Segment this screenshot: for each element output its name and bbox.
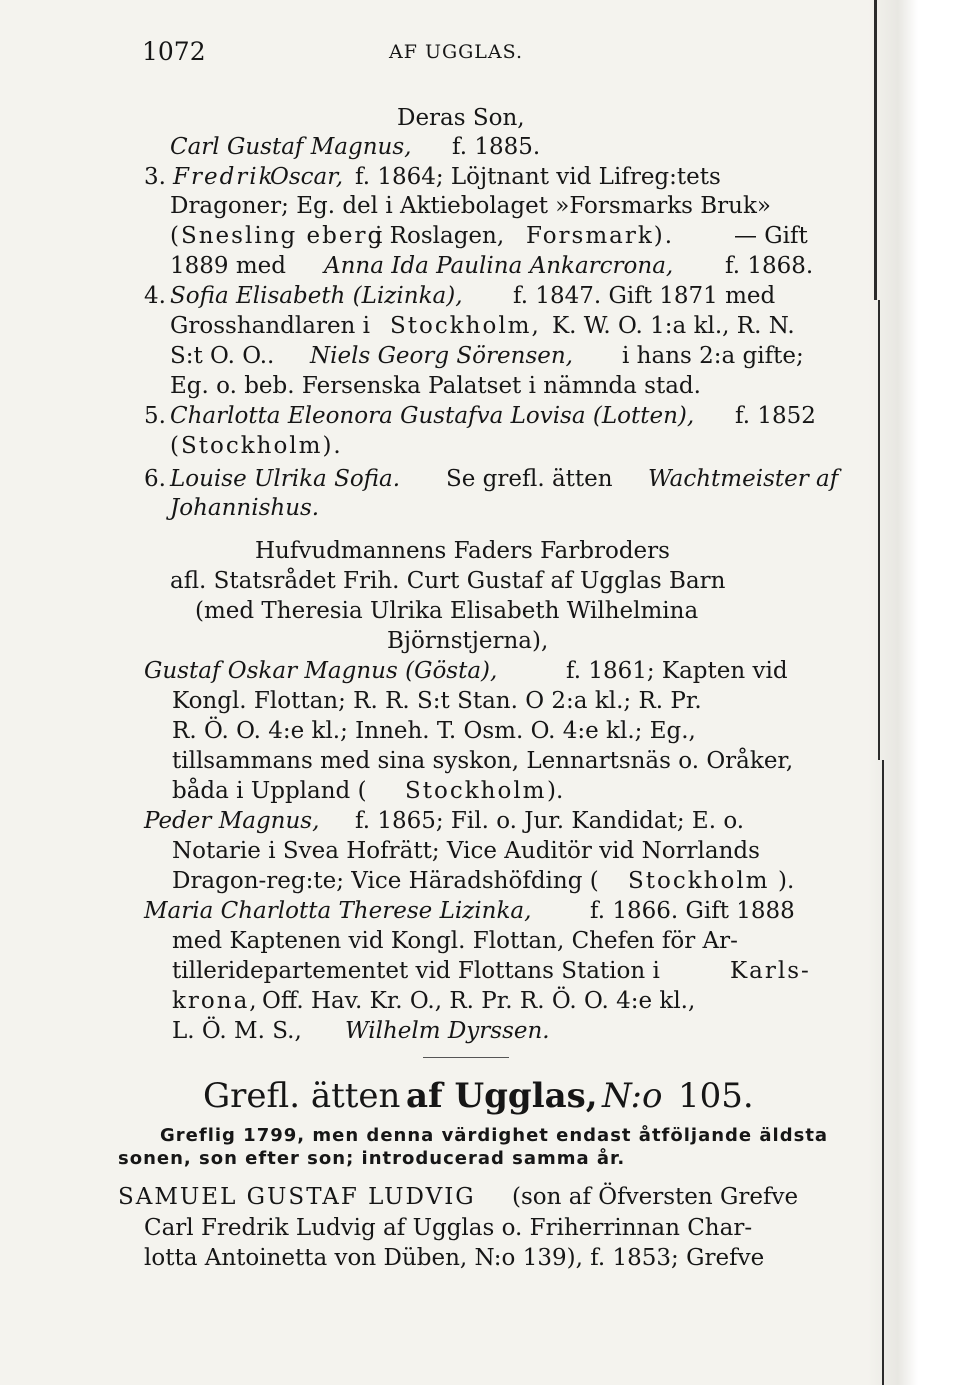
person-name: Carl Gustaf Magnus, bbox=[170, 134, 412, 160]
person-name: Louise Ulrika Sofia. bbox=[170, 466, 401, 492]
page-edge bbox=[868, 0, 956, 1385]
person-name: Wilhelm Dyrssen. bbox=[345, 1018, 550, 1044]
person-name: Niels Georg Sörensen, bbox=[310, 343, 573, 369]
person-name: Maria Charlotta Therese Lizinka, bbox=[144, 898, 532, 924]
edge-line bbox=[878, 300, 880, 760]
person-name: Gustaf Oskar Magnus (Gösta), bbox=[144, 658, 498, 684]
family-reference: Wachtmeister af bbox=[648, 466, 839, 492]
edge-line bbox=[874, 0, 877, 300]
page-number: 1072 bbox=[142, 37, 206, 66]
person-name: Oscar, bbox=[270, 164, 344, 190]
section-divider bbox=[423, 1057, 509, 1058]
person-name: Anna Ida Paulina Ankarcrona, bbox=[324, 253, 674, 279]
person-name: Peder Magnus, bbox=[144, 808, 320, 834]
person-name: Sofia Elisabeth (Lizinka), bbox=[170, 283, 463, 309]
person-name: Charlotta Eleonora Gustafva Lovisa (Lotten), bbox=[170, 403, 695, 429]
running-title: AF UGGLAS. bbox=[389, 41, 524, 63]
person-name: Fredrik bbox=[173, 164, 275, 190]
person-name: SAMUEL GUSTAF LUDVIG bbox=[118, 1184, 476, 1210]
book-page: 1072 AF UGGLAS. Deras Son, Carl Gustaf Magnus, f. 1885. 3. Fredrik Oscar, f. 1864; Löjtnant vid Lifreg:tets Dragoner; Eg. del i Aktiebolaget »Forsmarks Bruk» (Snesling eberg i Roslagen, Forsmark). — Gift 1889 med Anna Ida Paulina Ankarcrona, f. 1868. 4. Sofia Elisabeth (Lizinka), f. 1847. Gift 1871 med Grosshandlaren i Stockholm, K. W. O. 1:a kl., R. N. S:t O. O.. Niels Georg Sörensen, i hans 2:a gifte; Eg. o. beb. Fersenska Palatset i nämnda stad. 5. Charlotta Eleonora Gustafva Lovisa (Lotten), f. 1852 (Stockholm). 6. Louise Ulrika Sofia. Se grefl. ätten Wachtmeister af Johannishus. Hufvudmannens Faders Farbroders afl. Statsrådet Frih. Curt Gustaf af Ugglas Barn (med Theresia Ulrika Elisabeth Wilhelmina Björnstjerna), Gustaf Oskar Magnus (Gösta), f. 1861; Kapten vid Kongl. Flottan; R. R. S:t Stan. O 2:a kl.; R. Pr. R. Ö. O. 4:e kl.; Inneh. T. Osm. O. 4:e kl.; Eg., tillsammans med sina syskon, Lennartsnäs o. Oråker, båda i Uppland ( Stockholm ). Peder Magnus, f. 1865; Fil. o. Jur. Kandidat; E. o. Notarie i Svea Hofrätt; Vice Auditör vid Norrlands Dragon-reg:te; Vice Häradshöfding ( Stockholm ). Maria Charlotta Therese Lizinka, f. 1866. Gift 1888 med Kaptenen vid Kongl. Flottan, Chefen för Ar- tilleridepartementet vid Flottans Station i Karls- krona, Off. Hav. Kr. O., R. Pr. R. Ö. O. 4:e kl., L. Ö. M. S., Wilhelm Dyrssen. Grefl. ätten af Ugglas, N:o 105. Greflig 1799, men denna värdighet endast åtföljande äldsta sonen, son efter son; introducerad samma år. SAMUEL GUSTAF LUDVIG (son af Öfversten Grefve Carl Fredrik Ludvig af Ugglas o. Friherrinnan Char- lotta Antoinetta von Düben, N:o 139), f. 1853; Grefve bbox=[0, 0, 956, 1385]
edge-line bbox=[882, 760, 884, 1385]
